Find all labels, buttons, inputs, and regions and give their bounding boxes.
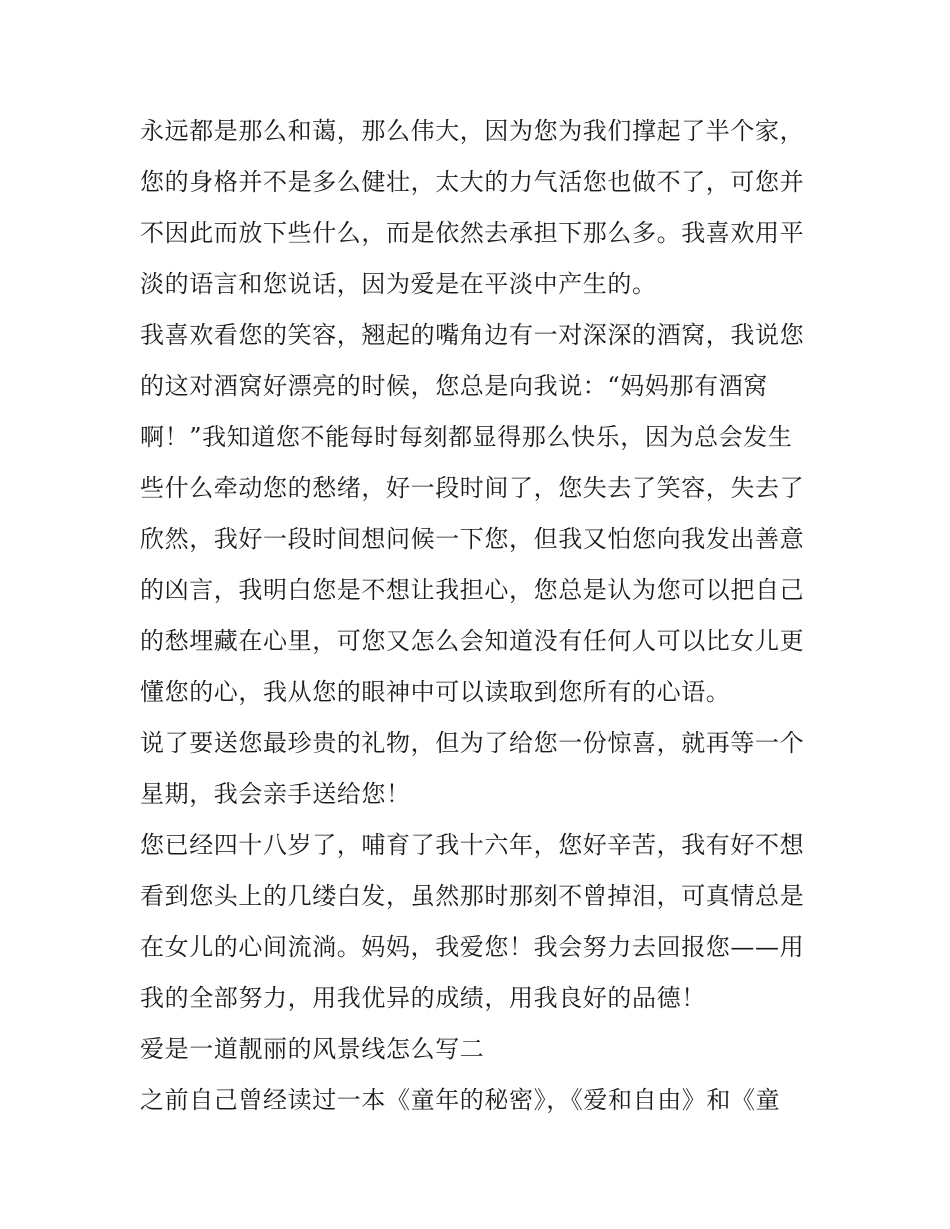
section-heading: 爱是一道靓丽的风景线怎么写二: [140, 1035, 485, 1063]
text-line: 啊！”我知道您不能每时每刻都显得那么快乐，因为总会发生: [140, 423, 793, 451]
text-line: 看到您头上的几缕白发，虽然那时那刻不曾掉泪，可真情总是: [140, 882, 805, 910]
body-text: [140, 106, 820, 1126]
text-line: 您的身格并不是多么健壮，太大的力气活您也做不了，可您并: [140, 168, 805, 196]
text-line: 些什么牵动您的愁绪，好一段时间了，您失去了笑容，失去了: [140, 474, 805, 502]
text-line: 我喜欢看您的笑容，翘起的嘴角边有一对深深的酒窝，我说您: [140, 321, 805, 349]
text-line: 不因此而放下些什么，而是依然去承担下那么多。我喜欢用平: [140, 219, 805, 247]
text-line: 说了要送您最珍贵的礼物，但为了给您一份惊喜，就再等一个: [140, 729, 805, 757]
text-line: 欣然，我好一段时间想问候一下您，但我又怕您向我发出善意: [140, 525, 805, 553]
text-line: 我的全部努力，用我优异的成绩，用我良好的品德！: [140, 984, 706, 1012]
text-line: 永远都是那么和蔼，那么伟大，因为您为我们撑起了半个家，: [140, 117, 805, 145]
text-line: 您已经四十八岁了，哺育了我十六年，您好辛苦，我有好不想: [140, 831, 805, 859]
text-line: 淡的语言和您说话，因为爱是在平淡中产生的。: [140, 270, 657, 298]
text-line: 懂您的心，我从您的眼神中可以读取到您所有的心语。: [140, 678, 731, 706]
text-line: 的凶言，我明白您是不想让我担心，您总是认为您可以把自己: [140, 576, 805, 604]
text-line: 的愁埋藏在心里，可您又怎么会知道没有任何人可以比女儿更: [140, 627, 805, 655]
text-line: 的这对酒窝好漂亮的时候，您总是向我说：“妈妈那有酒窝: [140, 372, 768, 400]
text-line: 之前自己曾经读过一本《童年的秘密》，《爱和自由》和《童: [140, 1086, 781, 1114]
text-line: 在女儿的心间流淌。妈妈，我爱您！我会努力去回报您——用: [140, 933, 805, 961]
text-line: 星期，我会亲手送给您！: [140, 780, 411, 808]
